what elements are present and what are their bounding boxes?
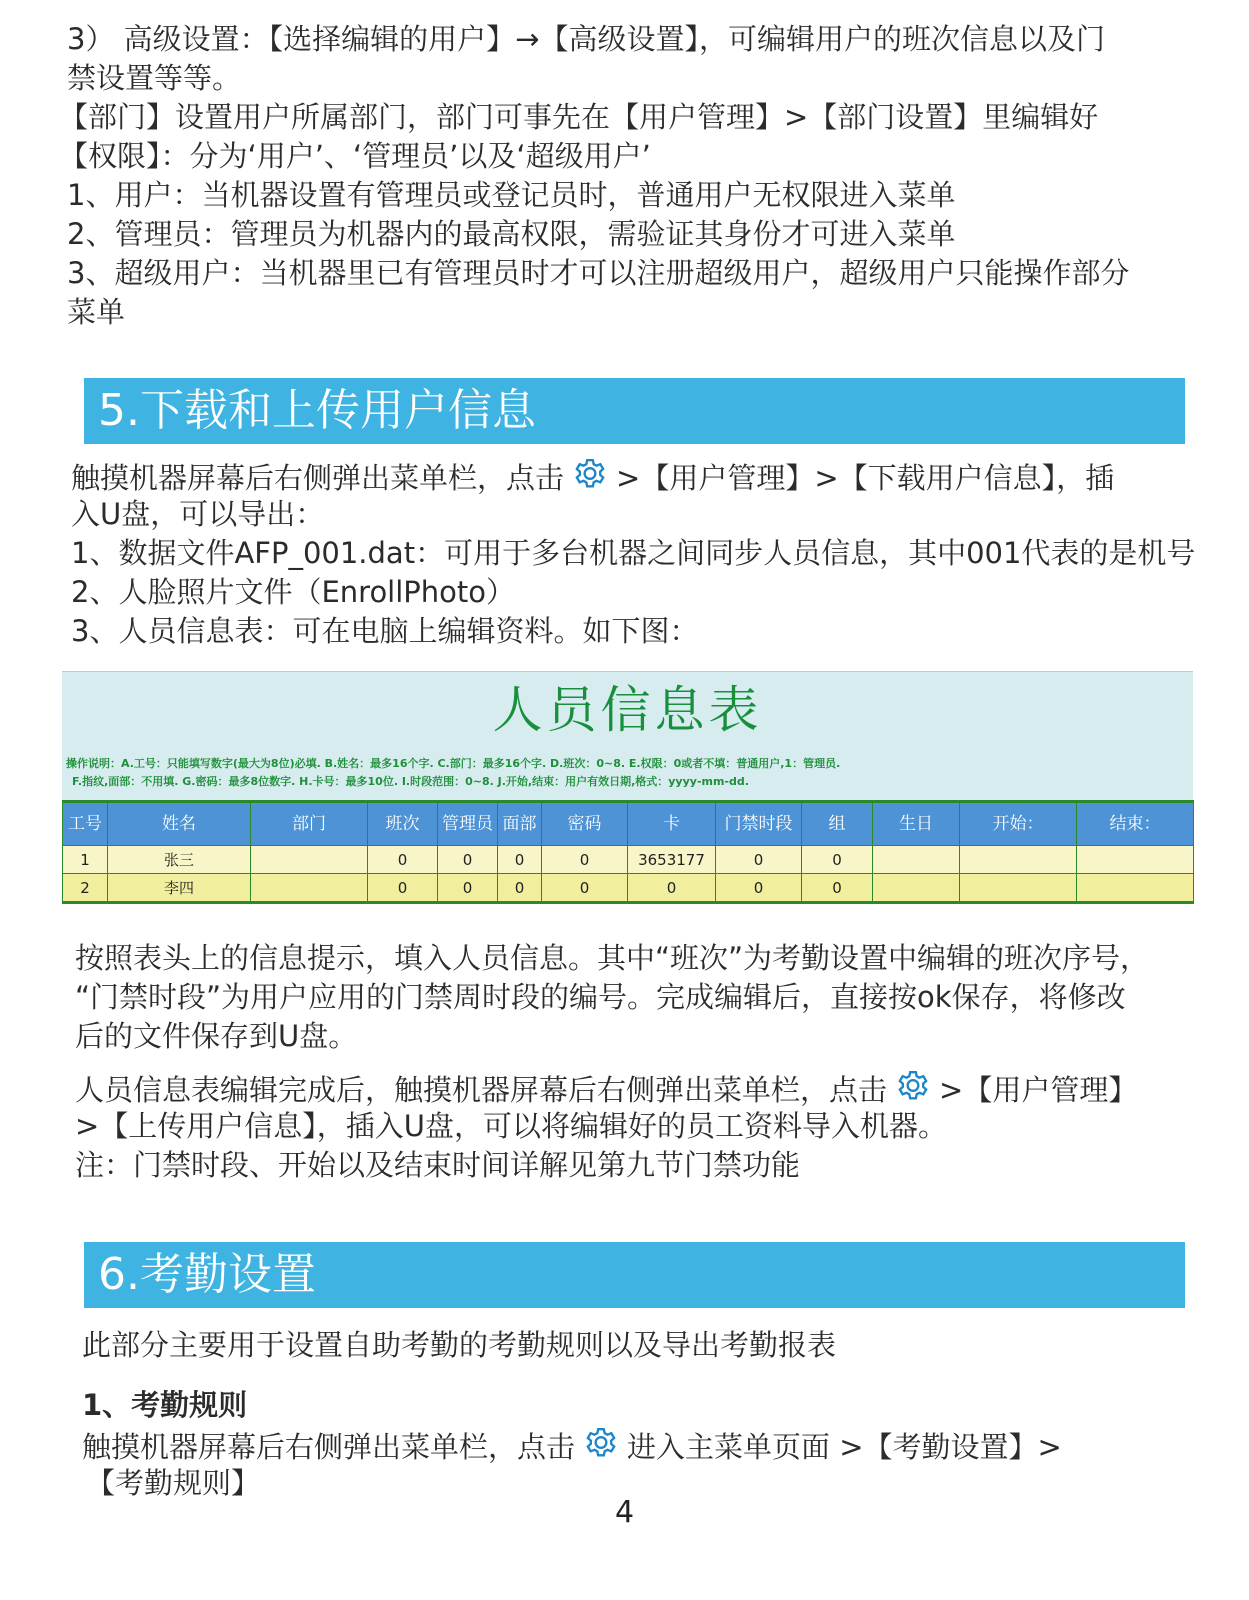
- section-6-heading: 6.考勤设置: [84, 1242, 1185, 1308]
- table-cell: [873, 846, 960, 874]
- table-cell: 0: [716, 846, 802, 874]
- text-line: 【考勤规则】: [86, 1466, 261, 1500]
- text-line: 3、超级用户：当机器里已有管理员时才可以注册超级用户，超级用户只能操作部分: [67, 256, 1130, 290]
- column-header: 卡: [628, 802, 716, 846]
- table-cell: 0: [498, 846, 542, 874]
- table-cell: 1: [63, 846, 108, 874]
- text-line: 此部分主要用于设置自助考勤的考勤规则以及导出考勤报表: [82, 1328, 837, 1362]
- text-line: 禁设置等等。: [67, 61, 242, 95]
- text-line: 菜单: [67, 295, 126, 329]
- text-line: 3） 高级设置：【选择编辑的用户】→【高级设置】，可编辑用户的班次信息以及门: [67, 22, 1105, 56]
- text-line: “门禁时段”为用户应用的门禁周时段的编号。完成编辑后，直接按ok保存，将修改: [75, 980, 1126, 1014]
- column-header: 班次: [368, 802, 438, 846]
- column-header: 生日: [873, 802, 960, 846]
- text-line: 3、人员信息表：可在电脑上编辑资料。如下图：: [71, 614, 699, 648]
- table-cell: 0: [628, 874, 716, 903]
- column-header: 门禁时段: [716, 802, 802, 846]
- column-header: 部门: [251, 802, 368, 846]
- sheet-title: 人员信息表: [492, 681, 763, 739]
- table-cell: 3653177: [628, 846, 716, 874]
- gear-icon: [891, 1068, 935, 1108]
- text-line: 2、管理员：管理员为机器内的最高权限，需验证其身份才可进入菜单: [67, 217, 956, 251]
- attendance-instruction-line-1: [82, 1425, 1062, 1466]
- page-number: 4: [614, 1495, 635, 1530]
- table-cell: 2: [63, 874, 108, 903]
- gear-icon: [579, 1425, 623, 1465]
- column-header: 结束：: [1077, 802, 1194, 846]
- table-cell: 0: [542, 846, 628, 874]
- text-segment: 触摸机器屏幕后右侧弹出菜单栏，点击: [82, 1430, 576, 1464]
- text-line: 1、数据文件AFP_001.dat：可用于多台机器之间同步人员信息，其中001代表的是机号: [71, 536, 1196, 570]
- text-segment: 触摸机器屏幕后右侧弹出菜单栏，点击: [71, 461, 565, 495]
- text-line: >【上传用户信息】，插入U盘，可以将编辑好的员工资料导入机器。: [75, 1109, 948, 1143]
- table-cell: 0: [368, 846, 438, 874]
- text-line: 2、人脸照片文件（EnrollPhoto）: [71, 575, 516, 609]
- table-cell: [251, 874, 368, 903]
- text-segment: 人员信息表编辑完成后，触摸机器屏幕后右侧弹出菜单栏，点击: [75, 1073, 888, 1107]
- table-cell: [873, 874, 960, 903]
- sheet-instructions-line-2: F.指纹,面部：不用填. G.密码：最多8位数字. H.卡号：最多10位. I.时段范围：0~8. J.开始,结束：用户有效日期,格式：yyyy-mm-dd.: [72, 775, 749, 788]
- personnel-info-sheet: [62, 671, 1193, 904]
- table-cell: 李四: [108, 874, 251, 903]
- sheet-table: [62, 800, 1194, 904]
- column-header: 面部: [498, 802, 542, 846]
- text-segment: >【用户管理】: [939, 1073, 1138, 1107]
- table-cell: 0: [802, 874, 873, 903]
- text-line: 按照表头上的信息提示，填入人员信息。其中“班次”为考勤设置中编辑的班次序号，: [75, 941, 1150, 975]
- table-cell: 0: [716, 874, 802, 903]
- text-segment: >【用户管理】>【下载用户信息】，插: [616, 461, 1115, 495]
- table-row: [63, 874, 1194, 903]
- column-header: 密码: [542, 802, 628, 846]
- section-5-heading: 5.下载和上传用户信息: [84, 378, 1185, 444]
- column-header: 工号: [63, 802, 108, 846]
- table-cell: [1077, 874, 1194, 903]
- table-cell: 0: [802, 846, 873, 874]
- text-line: 入U盘，可以导出：: [71, 497, 325, 531]
- table-cell: 0: [368, 874, 438, 903]
- table-cell: [960, 874, 1077, 903]
- table-row: [63, 846, 1194, 874]
- table-cell: [1077, 846, 1194, 874]
- table-cell: 0: [438, 874, 498, 903]
- text-segment: 进入主菜单页面 >【考勤设置】>: [627, 1430, 1062, 1464]
- table-header-row: [63, 802, 1194, 846]
- section-5-line-1: [71, 456, 1114, 497]
- column-header: 姓名: [108, 802, 251, 846]
- upload-instruction-line-1: [75, 1068, 1137, 1109]
- text-line: 后的文件保存到U盘。: [75, 1019, 358, 1053]
- text-line: 注：门禁时段、开始以及结束时间详解见第九节门禁功能: [75, 1148, 801, 1182]
- text-line: 【部门】设置用户所属部门，部门可事先在【用户管理】>【部门设置】里编辑好: [59, 100, 1099, 134]
- gear-icon: [568, 456, 612, 496]
- table-cell: 0: [498, 874, 542, 903]
- table-cell: 0: [542, 874, 628, 903]
- text-line: 1、用户：当机器设置有管理员或登记员时，普通用户无权限进入菜单: [67, 178, 956, 212]
- sheet-instructions-line-1: 操作说明：A.工号：只能填写数字(最大为8位)必填. B.姓名：最多16个字. C.部门：最多16个字. D.班次：0~8. E.权限：0或者不填：普通用户,1：管理员.: [66, 757, 841, 770]
- table-cell: 0: [438, 846, 498, 874]
- column-header: 开始：: [960, 802, 1077, 846]
- table-cell: [251, 846, 368, 874]
- column-header: 组: [802, 802, 873, 846]
- column-header: 管理员: [438, 802, 498, 846]
- table-cell: [960, 846, 1077, 874]
- subsection-title: 1、考勤规则: [82, 1388, 248, 1422]
- text-line: 【权限】：分为‘用户’、‘管理员’以及‘超级用户’: [59, 139, 651, 173]
- table-cell: 张三: [108, 846, 251, 874]
